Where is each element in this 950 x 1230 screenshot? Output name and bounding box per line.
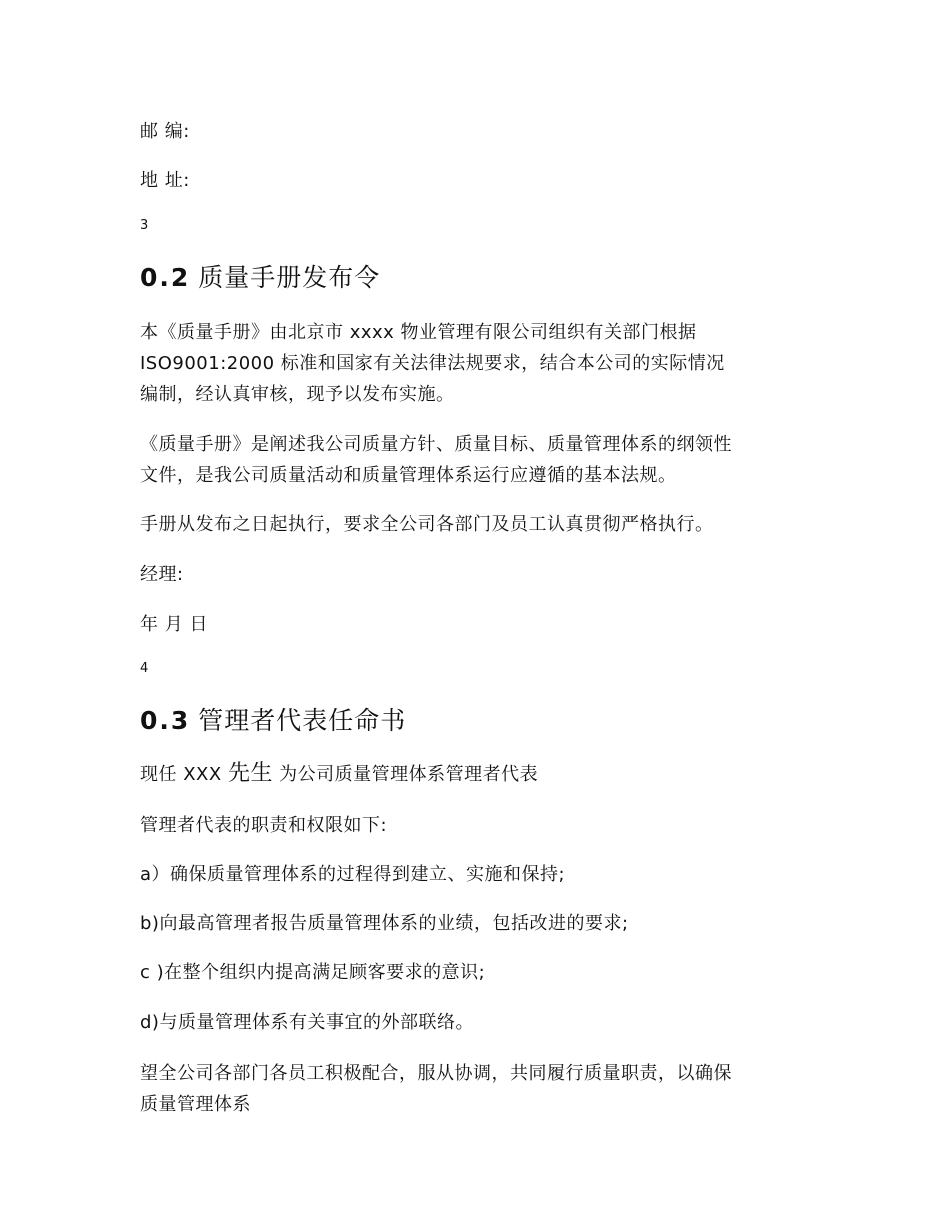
paragraph-line: 《质量手册》是阐述我公司质量方针、质量目标、质量管理体系的纲领性 xyxy=(140,434,732,455)
page-number-3: 3 xyxy=(140,218,149,233)
address-label: 地 址: xyxy=(140,170,190,191)
appointment-suffix: 为公司质量管理体系管理者代表 xyxy=(272,764,539,785)
section-heading-0-2 xyxy=(140,260,380,296)
release-paragraph-1 xyxy=(140,317,820,410)
section-heading-0-3 xyxy=(140,703,406,739)
release-paragraph-3: 手册从发布之日起执行，要求全公司各部门及员工认真贯彻严格执行。 xyxy=(140,514,714,535)
paragraph-line: ISO9001:2000 标准和国家有关法律法规要求，结合本公司的实际情况 xyxy=(140,353,725,374)
duty-item-a: a）确保质量管理体系的过程得到建立、实施和保持; xyxy=(140,864,566,885)
release-paragraph-2 xyxy=(140,429,820,491)
paragraph-line: 本《质量手册》由北京市 xxxx 物业管理有限公司组织有关部门根据 xyxy=(140,322,697,343)
duty-item-b: b)向最高管理者报告质量管理体系的业绩，包括改进的要求; xyxy=(140,913,629,934)
postcode-label: 邮 编: xyxy=(140,121,190,142)
appointee-title: 先生 xyxy=(227,761,273,786)
paragraph-line: 质量管理体系 xyxy=(140,1094,251,1115)
date-label: 年 月 日 xyxy=(140,614,208,635)
duty-item-c: c )在整个组织内提高满足顾客要求的意识; xyxy=(140,962,486,983)
section-number: 0.2 xyxy=(140,263,191,292)
section-number: 0.3 xyxy=(140,706,191,735)
section-title: 管理者代表任命书 xyxy=(198,706,407,735)
appointment-prefix: 现任 XXX xyxy=(140,764,228,785)
paragraph-line: 文件，是我公司质量活动和质量管理体系运行应遵循的基本法规。 xyxy=(140,465,677,486)
manager-signature-label: 经理: xyxy=(140,564,184,585)
duties-intro: 管理者代表的职责和权限如下: xyxy=(140,815,388,836)
paragraph-line: 望全公司各部门各员工积极配合，服从协调，共同履行质量职责，以确保 xyxy=(140,1063,732,1084)
paragraph-line: 编制，经认真审核，现予以发布实施。 xyxy=(140,384,455,405)
section-title: 质量手册发布令 xyxy=(198,263,381,292)
duty-item-d: d)与质量管理体系有关事宜的外部联络。 xyxy=(140,1012,474,1033)
closing-paragraph xyxy=(140,1058,820,1120)
appointment-line xyxy=(140,758,538,791)
page-number-4: 4 xyxy=(140,661,149,676)
